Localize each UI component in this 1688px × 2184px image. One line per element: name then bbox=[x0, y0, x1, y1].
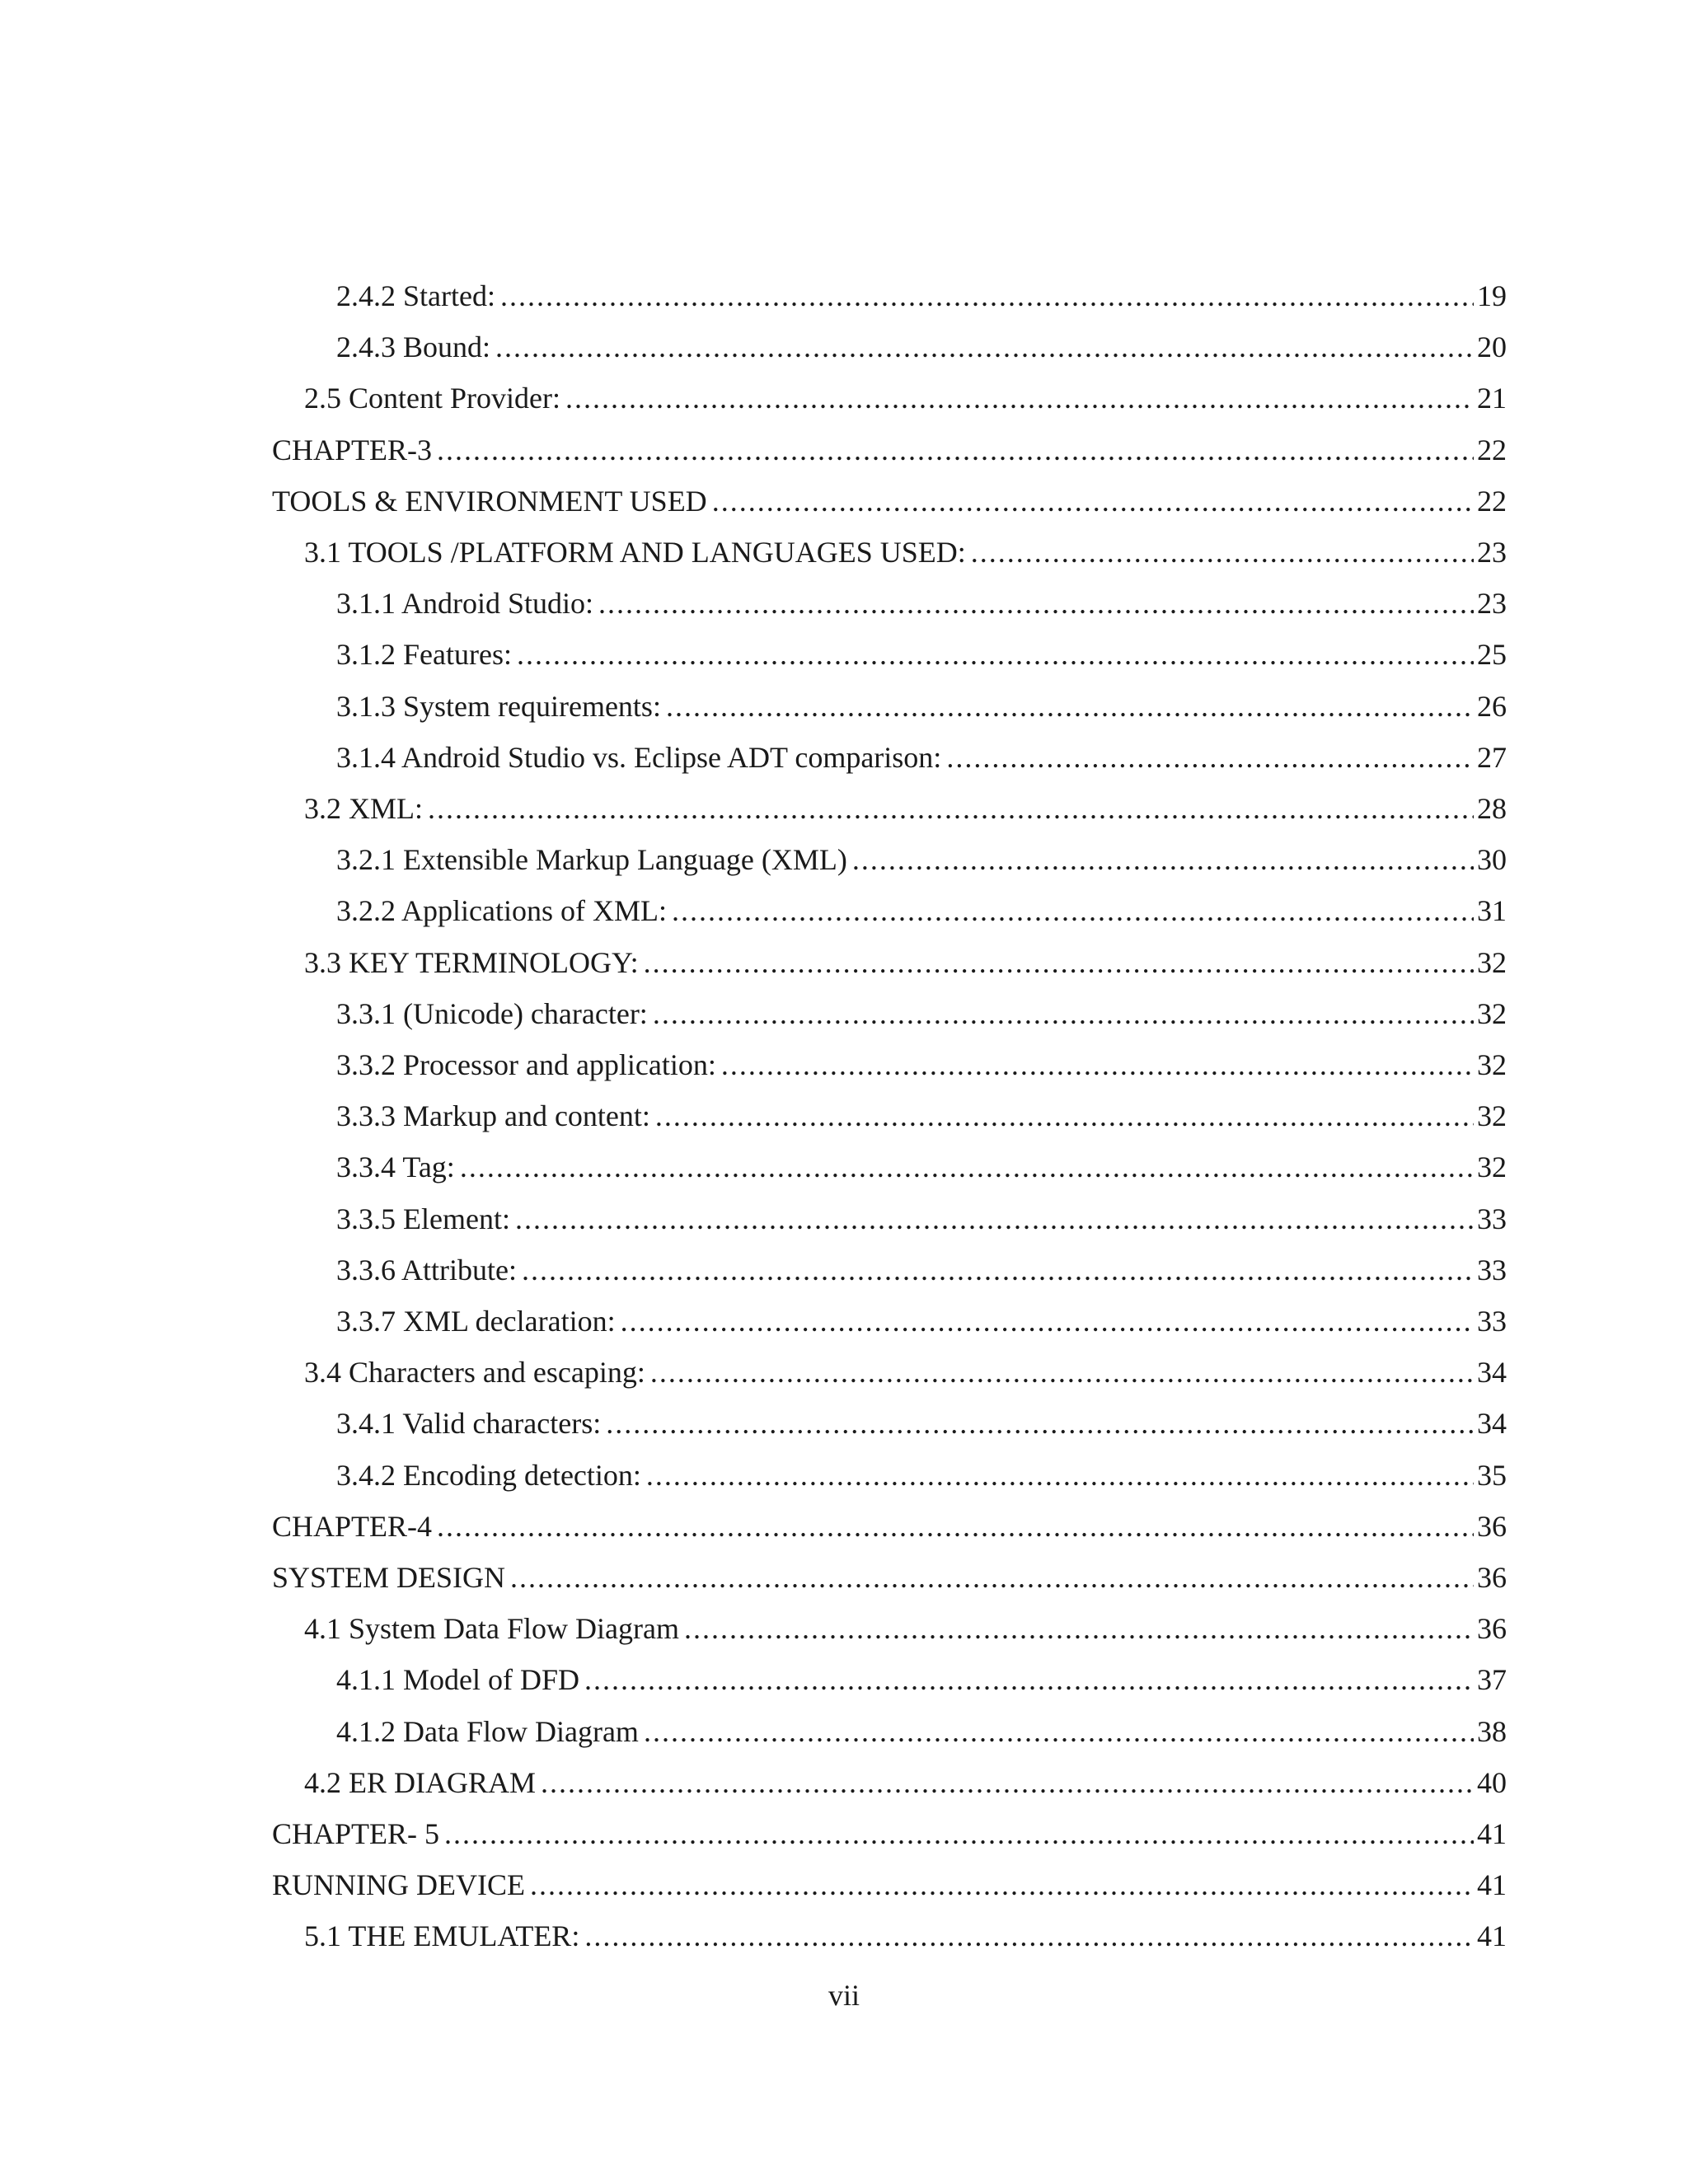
toc-entry-title: 3.3.4 Tag: bbox=[336, 1151, 455, 1183]
toc-entry-page: 32 bbox=[1477, 1099, 1507, 1132]
toc-dot-leader bbox=[721, 1047, 1474, 1083]
toc-entry-page: 26 bbox=[1477, 690, 1507, 723]
toc-entry-title: 3.3 KEY TERMINOLOGY: bbox=[304, 946, 639, 979]
toc-entry-title: CHAPTER- 5 bbox=[272, 1817, 440, 1850]
toc-entry-page: 38 bbox=[1477, 1715, 1507, 1748]
toc-entry-page: 35 bbox=[1477, 1459, 1507, 1492]
toc-entry[interactable] bbox=[336, 570, 1507, 621]
toc-entry-title: 3.3.5 Element: bbox=[336, 1202, 510, 1235]
toc-entry[interactable] bbox=[336, 1442, 1507, 1493]
toc-entry[interactable] bbox=[272, 417, 1507, 468]
toc-entry-page: 32 bbox=[1477, 997, 1507, 1030]
toc-dot-leader bbox=[946, 739, 1474, 776]
toc-dot-leader bbox=[684, 1610, 1474, 1647]
toc-entry-title: 2.4.3 Bound: bbox=[336, 330, 491, 363]
toc-entry-page: 36 bbox=[1477, 1561, 1507, 1594]
toc-entry[interactable] bbox=[304, 1339, 1507, 1390]
toc-dot-leader bbox=[666, 688, 1474, 724]
toc-entry-page: 40 bbox=[1477, 1766, 1507, 1799]
toc-dot-leader bbox=[598, 585, 1474, 621]
toc-dot-leader bbox=[606, 1405, 1474, 1441]
toc-entry[interactable] bbox=[304, 519, 1507, 570]
toc-entry-title: 4.2 ER DIAGRAM bbox=[304, 1766, 537, 1799]
toc-entry[interactable] bbox=[336, 621, 1507, 673]
toc-dot-leader bbox=[500, 278, 1474, 314]
toc-entry-title: 3.4 Characters and escaping: bbox=[304, 1356, 645, 1389]
toc-entry[interactable] bbox=[336, 1186, 1507, 1237]
toc-entry-title: 4.1 System Data Flow Diagram bbox=[304, 1612, 679, 1645]
toc-entry-title: CHAPTER-4 bbox=[272, 1510, 433, 1543]
toc-dot-leader bbox=[565, 380, 1474, 416]
toc-dot-leader bbox=[460, 1149, 1474, 1185]
toc-dot-leader bbox=[655, 1098, 1474, 1134]
toc-entry[interactable] bbox=[272, 1544, 1507, 1596]
toc-entry-page: 34 bbox=[1477, 1407, 1507, 1440]
toc-entry-page: 23 bbox=[1477, 536, 1507, 569]
toc-entry-title: SYSTEM DESIGN bbox=[272, 1561, 506, 1594]
toc-entry-title: 5.1 THE EMULATER: bbox=[304, 1919, 580, 1952]
toc-entry-page: 32 bbox=[1477, 1048, 1507, 1081]
toc-entry-title: 3.4.1 Valid characters: bbox=[336, 1407, 602, 1440]
toc-entry-title: 3.1.2 Features: bbox=[336, 638, 512, 671]
toc-entry-title: 3.2.1 Extensible Markup Language (XML) bbox=[336, 843, 847, 876]
toc-dot-leader bbox=[495, 329, 1474, 365]
toc-dot-leader bbox=[515, 1201, 1474, 1237]
toc-entry[interactable] bbox=[336, 263, 1507, 314]
toc-entry[interactable] bbox=[336, 1083, 1507, 1134]
toc-entry-page: 32 bbox=[1477, 1151, 1507, 1183]
toc-entry[interactable] bbox=[336, 878, 1507, 929]
toc-dot-leader bbox=[584, 1918, 1474, 1954]
toc-entry-page: 34 bbox=[1477, 1356, 1507, 1389]
toc-entry-page: 22 bbox=[1477, 485, 1507, 518]
toc-entry-page: 20 bbox=[1477, 330, 1507, 363]
toc-dot-leader bbox=[672, 893, 1474, 929]
toc-entry[interactable] bbox=[336, 827, 1507, 878]
toc-entry[interactable] bbox=[272, 1852, 1507, 1903]
toc-dot-leader bbox=[644, 944, 1474, 981]
toc-dot-leader bbox=[712, 483, 1474, 519]
toc-entry-page: 31 bbox=[1477, 894, 1507, 927]
toc-entry-title: 4.1.1 Model of DFD bbox=[336, 1663, 579, 1696]
toc-entry-page: 30 bbox=[1477, 843, 1507, 876]
toc-dot-leader bbox=[644, 1713, 1474, 1750]
toc-dot-leader bbox=[646, 1457, 1474, 1493]
toc-entry[interactable] bbox=[336, 1134, 1507, 1185]
toc-entry-page: 41 bbox=[1477, 1817, 1507, 1850]
toc-entry-page: 41 bbox=[1477, 1868, 1507, 1901]
toc-entry-page: 27 bbox=[1477, 741, 1507, 774]
toc-entry[interactable] bbox=[336, 1237, 1507, 1288]
toc-entry-page: 33 bbox=[1477, 1254, 1507, 1286]
toc-entry-page: 25 bbox=[1477, 638, 1507, 671]
toc-entry-page: 32 bbox=[1477, 946, 1507, 979]
toc-entry-title: 3.3.3 Markup and content: bbox=[336, 1099, 650, 1132]
toc-entry-title: 3.1.4 Android Studio vs. Eclipse ADT comparison: bbox=[336, 741, 942, 774]
toc-dot-leader bbox=[852, 841, 1474, 878]
toc-entry[interactable] bbox=[304, 776, 1507, 827]
toc-entry-title: CHAPTER-3 bbox=[272, 434, 433, 466]
toc-entry[interactable] bbox=[272, 1493, 1507, 1544]
toc-dot-leader bbox=[584, 1661, 1474, 1698]
toc-entry[interactable] bbox=[336, 1647, 1507, 1698]
toc-entry-title: TOOLS & ENVIRONMENT USED bbox=[272, 485, 707, 518]
toc-entry-page: 33 bbox=[1477, 1202, 1507, 1235]
toc-dot-leader bbox=[510, 1559, 1474, 1596]
toc-entry-title: 3.1 TOOLS /PLATFORM AND LANGUAGES USED: bbox=[304, 536, 966, 569]
toc-entry-page: 19 bbox=[1477, 279, 1507, 312]
toc-dot-leader bbox=[971, 534, 1474, 570]
toc-entry[interactable] bbox=[304, 930, 1507, 981]
toc-entry[interactable] bbox=[272, 468, 1507, 519]
toc-entry-title: 3.1.3 System requirements: bbox=[336, 690, 661, 723]
toc-dot-leader bbox=[522, 1252, 1474, 1288]
toc-entry-page: 37 bbox=[1477, 1663, 1507, 1696]
toc-entry[interactable] bbox=[304, 1596, 1507, 1647]
toc-dot-leader bbox=[621, 1303, 1474, 1339]
toc-dot-leader bbox=[437, 1508, 1474, 1544]
toc-entry-title: RUNNING DEVICE bbox=[272, 1868, 525, 1901]
toc-entry[interactable] bbox=[336, 724, 1507, 776]
toc-dot-leader bbox=[428, 790, 1474, 827]
toc-dot-leader bbox=[650, 1354, 1474, 1390]
toc-dot-leader bbox=[517, 636, 1474, 673]
toc-entry-title: 4.1.2 Data Flow Diagram bbox=[336, 1715, 639, 1748]
toc-entry[interactable] bbox=[304, 1903, 1507, 1954]
toc-entry-page: 36 bbox=[1477, 1510, 1507, 1543]
page-number: vii bbox=[828, 1979, 860, 2012]
toc-entry[interactable] bbox=[336, 1288, 1507, 1339]
toc-entry-page: 22 bbox=[1477, 434, 1507, 466]
toc-entry-title: 2.5 Content Provider: bbox=[304, 382, 560, 415]
toc-entry-title: 3.3.2 Processor and application: bbox=[336, 1048, 716, 1081]
toc-entry-title: 3.3.7 XML declaration: bbox=[336, 1305, 616, 1338]
toc-entry-title: 3.4.2 Encoding detection: bbox=[336, 1459, 641, 1492]
toc-entry[interactable] bbox=[336, 1699, 1507, 1750]
toc-entry-page: 41 bbox=[1477, 1919, 1507, 1952]
toc-dot-leader bbox=[437, 432, 1474, 468]
toc-dot-leader bbox=[653, 996, 1474, 1032]
toc-entry-title: 3.2 XML: bbox=[304, 792, 423, 825]
toc-entry-title: 3.2.2 Applications of XML: bbox=[336, 894, 667, 927]
toc-entry-page: 36 bbox=[1477, 1612, 1507, 1645]
toc-entry[interactable] bbox=[336, 314, 1507, 365]
toc-entry[interactable] bbox=[336, 981, 1507, 1032]
toc-entry[interactable] bbox=[336, 673, 1507, 724]
toc-dot-leader bbox=[530, 1867, 1474, 1903]
toc-entry[interactable] bbox=[336, 1032, 1507, 1083]
toc-entry[interactable] bbox=[304, 365, 1507, 416]
toc-entry-page: 21 bbox=[1477, 382, 1507, 415]
toc-entry-title: 3.1.1 Android Studio: bbox=[336, 587, 594, 620]
toc-dot-leader bbox=[541, 1765, 1474, 1801]
toc-dot-leader bbox=[444, 1816, 1474, 1852]
toc-entry[interactable] bbox=[304, 1750, 1507, 1801]
toc-entry[interactable] bbox=[336, 1390, 1507, 1441]
toc-entry-page: 23 bbox=[1477, 587, 1507, 620]
toc-entry-page: 33 bbox=[1477, 1305, 1507, 1338]
toc-entry-title: 2.4.2 Started: bbox=[336, 279, 495, 312]
toc-entry-title: 3.3.1 (Unicode) character: bbox=[336, 997, 648, 1030]
toc-entry[interactable] bbox=[272, 1801, 1507, 1852]
toc-entry-page: 28 bbox=[1477, 792, 1507, 825]
toc-entry-title: 3.3.6 Attribute: bbox=[336, 1254, 517, 1286]
